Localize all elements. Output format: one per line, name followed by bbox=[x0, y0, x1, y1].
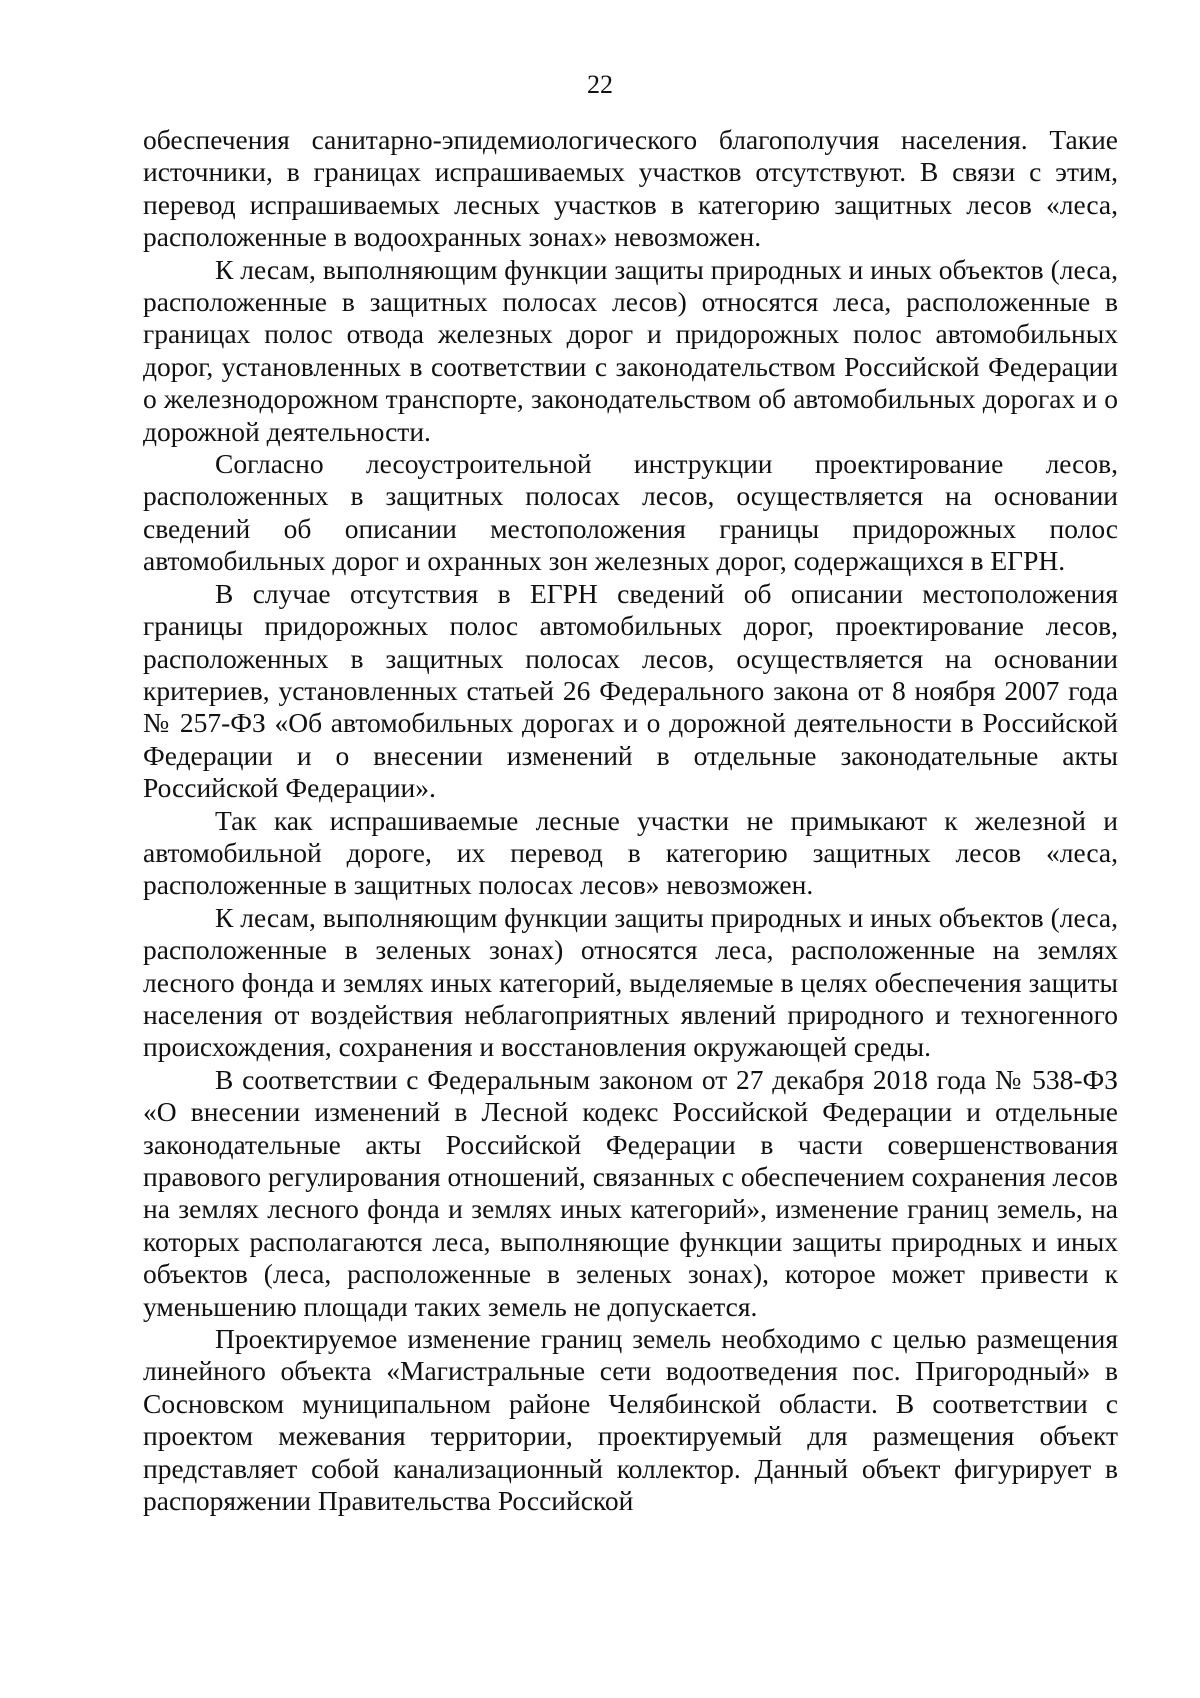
paragraph-4: В случае отсутствия в ЕГРН сведений об описании местоположения границы придорожных полос автомобильных дорог, проектирование лесов, расположенных в защитных полосах лесов, осуществляется на основании критериев, установленных статьей 26 Федерального закона от 8 ноября 2007 года № 257-ФЗ «Об автомобильных дорогах и о дорожной деятельности в Российской Федерации и о внесении изменений в отдельные законодательные акты Российской Федерации». bbox=[143, 577, 1118, 804]
page-number: 22 bbox=[587, 70, 613, 99]
paragraph-3: Согласно лесоустроительной инструкции проектирование лесов, расположенных в защитных полосах лесов, осуществляется на основании сведений об описании местоположения границы придорожных полос автомобильных дорог и охранных зон железных дорог, содержащихся в ЕГРН. bbox=[143, 448, 1118, 577]
document-body bbox=[143, 124, 1118, 1517]
paragraph-2: К лесам, выполняющим функции защиты природных и иных объектов (леса, расположенные в защитных полосах лесов) относятся леса, расположенные в границах полос отвода железных дорог и придорожных полос автомобильных дорог, установленных в соответствии с законодательством Российской Федерации о железнодорожном транспорте, законодательством об автомобильных дорогах и о дорожной деятельности. bbox=[143, 253, 1118, 447]
paragraph-5: Так как испрашиваемые лесные участки не примыкают к железной и автомобильной дороге, их перевод в категорию защитных лесов «леса, расположенные в защитных полосах лесов» невозможен. bbox=[143, 804, 1118, 901]
paragraph-1: обеспечения санитарно-эпидемиологического благополучия населения. Такие источники, в границах испрашиваемых участков отсутствуют. В связи с этим, перевод испрашиваемых лесных участков в категорию защитных лесов «леса, расположенные в водоохранных зонах» невозможен. bbox=[143, 124, 1118, 253]
paragraph-6: К лесам, выполняющим функции защиты природных и иных объектов (леса, расположенные в зеленых зонах) относятся леса, расположенные на землях лесного фонда и землях иных категорий, выделяемые в целях обеспечения защиты населения от воздействия неблагоприятных явлений природного и техногенного происхождения, сохранения и восстановления окружающей среды. bbox=[143, 901, 1118, 1063]
paragraph-7: В соответствии с Федеральным законом от 27 декабря 2018 года № 538-ФЗ «О внесении изменений в Лесной кодекс Российской Федерации и отдельные законодательные акты Российской Федерации в части совершенствования правового регулирования отношений, связанных с обеспечением сохранения лесов на землях лесного фонда и землях иных категорий», изменение границ земель, на которых располагаются леса, выполняющие функции защиты природных и иных объектов (леса, расположенные в зеленых зонах), которое может привести к уменьшению площади таких земель не допускается. bbox=[143, 1063, 1118, 1322]
paragraph-8: Проектируемое изменение границ земель необходимо с целью размещения линейного объекта «Магистральные сети водоотведения пос. Пригородный» в Сосновском муниципальном районе Челябинской области. В соответствии с проектом межевания территории, проектируемый для размещения объект представляет собой канализационный коллектор. Данный объект фигурирует в распоряжении Правительства Российской bbox=[143, 1323, 1118, 1517]
